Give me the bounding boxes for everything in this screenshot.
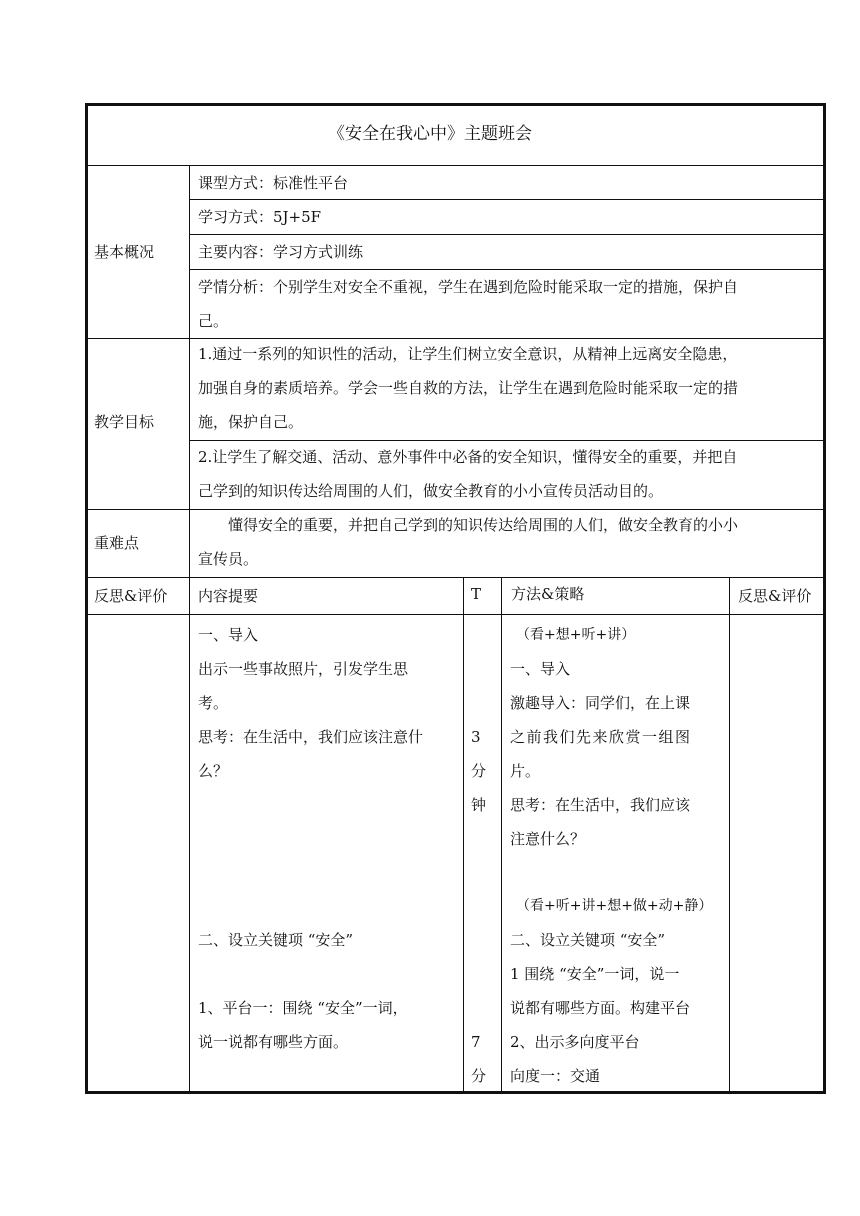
analysis-line: 己。 — [198, 312, 229, 330]
content-line: 1、平台一：围绕 “安全”一词， — [198, 999, 408, 1017]
study-mode: 学习方式：5J+5F — [198, 208, 322, 226]
time-char: 钟 — [471, 796, 487, 814]
row-divider — [189, 234, 823, 235]
method-line: 注意什么？ — [510, 830, 586, 848]
key-points-line: 宣传员。 — [198, 550, 259, 568]
goal-line: 加强自身的素质培养。学会一些自救的方法，让学生在遇到危险时能采取一定的措 — [198, 379, 739, 397]
header-content: 内容提要 — [198, 587, 259, 605]
row-divider — [189, 440, 823, 441]
method-line: 2、出示多向度平台 — [510, 1033, 640, 1051]
method-line: 向度一：交通 — [510, 1067, 601, 1085]
column-divider — [501, 577, 502, 1091]
content-line: 考。 — [198, 694, 229, 712]
content-line: 么？ — [198, 762, 229, 780]
method-line: 一、导入 — [510, 660, 571, 678]
method-line: 思考：在生活中，我们应该 — [510, 796, 691, 814]
goal-line: 施，保护自己。 — [198, 413, 304, 431]
method-line: 1 围绕 “安全”一词，说一 — [510, 965, 680, 983]
key-points-line: 懂得安全的重要，并把自己学到的知识传达给周围的人们，做安全教育的小小 — [228, 516, 739, 534]
content-line: 思考：在生活中，我们应该注意什 — [198, 728, 424, 746]
content-line: 说一说都有哪些方面。 — [198, 1033, 349, 1051]
column-divider — [729, 577, 730, 1091]
goal-line: 己学到的知识传达给周围的人们，做安全教育的小小宣传员活动目的。 — [198, 482, 664, 500]
overview-label: 基本概况 — [94, 243, 155, 261]
main-content: 主要内容：学习方式训练 — [198, 243, 364, 261]
content-line: 一、导入 — [198, 626, 259, 644]
column-divider — [189, 165, 190, 1091]
section-divider — [88, 338, 823, 339]
method-line: （看+想+听+讲） — [516, 627, 636, 643]
method-line: 之前我们先来欣赏一组图 — [510, 728, 692, 746]
method-line: 二、设立关键项 “安全” — [510, 931, 666, 949]
goals-label: 教学目标 — [94, 413, 155, 431]
method-line: （看+听+讲+想+做+动+静） — [516, 898, 713, 914]
header-time: T — [471, 585, 482, 603]
section-divider — [88, 577, 823, 578]
time-char: 分 — [471, 762, 487, 780]
lesson-plan-table — [85, 103, 826, 1094]
column-divider — [463, 577, 464, 1091]
method-line: 激趣导入：同学们，在上课 — [510, 694, 691, 712]
row-divider — [189, 269, 823, 270]
content-line: 出示一些事故照片，引发学生思 — [198, 660, 409, 678]
section-divider — [88, 509, 823, 510]
content-line: 二、设立关键项 “安全” — [198, 931, 354, 949]
time-char: 7 — [471, 1033, 481, 1051]
header-reflect-left: 反思&评价 — [94, 587, 168, 605]
row-divider — [189, 199, 823, 200]
goal-line: 2.让学生了解交通、活动、意外事件中必备的安全知识，懂得安全的重要，并把自 — [198, 448, 738, 466]
method-line: 片。 — [510, 762, 541, 780]
course-type: 课型方式：标准性平台 — [198, 174, 349, 192]
header-reflect-right: 反思&评价 — [738, 587, 812, 605]
title-divider — [88, 165, 823, 166]
goal-line: 1.通过一系列的知识性的活动，让学生们树立安全意识，从精神上远离安全隐患， — [198, 345, 738, 363]
method-line: 说都有哪些方面。构建平台 — [510, 999, 691, 1017]
header-method: 方法&策略 — [511, 585, 585, 603]
page-title: 《安全在我心中》主题班会 — [328, 124, 532, 144]
time-char: 分 — [471, 1067, 487, 1085]
time-char: 3 — [471, 728, 481, 746]
header-divider — [88, 614, 823, 615]
key-points-label: 重难点 — [94, 534, 140, 552]
analysis-line: 学情分析：个别学生对安全不重视，学生在遇到危险时能采取一定的措施，保护自 — [198, 278, 739, 296]
